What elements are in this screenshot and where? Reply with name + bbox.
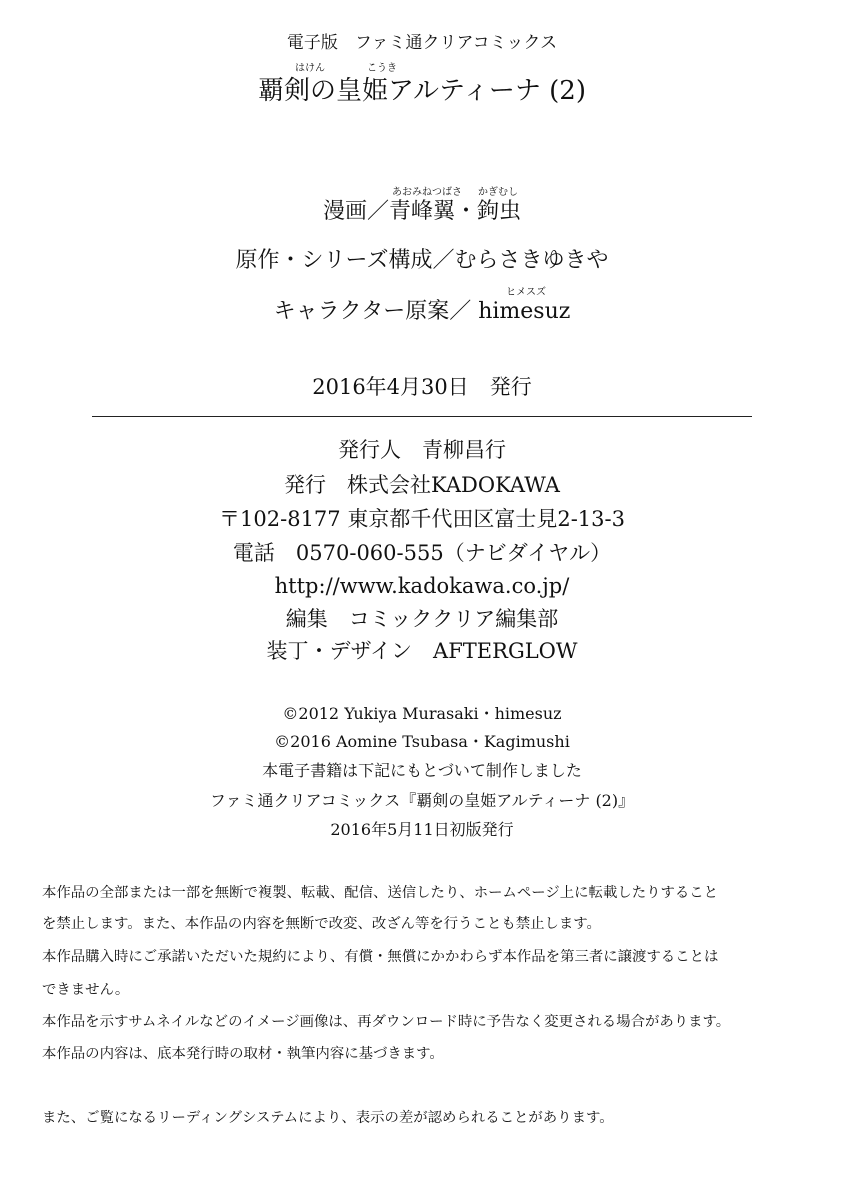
website-url: http://www.kadokawa.co.jp/ <box>274 574 570 598</box>
title-ruby-kouki: こうき <box>367 63 397 74</box>
notice-1-line-2: を禁止します。また、本作品の内容を無断で改変、改ざん等を行うことも禁止します。 <box>42 916 601 932</box>
phone: 電話 0570-060-555（ナビダイヤル） <box>232 541 612 565</box>
imprint-label: 電子版 ファミ通クリアコミックス <box>286 33 558 53</box>
copyright-line-2: ©2016 Aomine Tsubasa・Kagimushi <box>274 732 570 751</box>
design: 装丁・デザイン AFTERGLOW <box>266 639 578 663</box>
address: 〒102-8177 東京都千代田区富士見2-13-3 <box>219 507 625 531</box>
manga-ruby-aomine: あおみねつばさ <box>392 187 462 198</box>
manga-ruby-kagimushi: かぎむし <box>478 187 518 198</box>
notice-3: 本作品を示すサムネイルなどのイメージ画像は、再ダウンロード時に予告なく変更される場合があります。 <box>42 1014 731 1030</box>
title-ruby-haken: はけん <box>295 63 325 74</box>
notice-2-line-1: 本作品購入時にご承諾いただいた規約により、有償・無償にかかわらず本作品を第三者に譲渡することは <box>42 949 719 965</box>
publisher: 発行 株式会社KADOKAWA <box>284 473 560 497</box>
notice-1-line-1: 本作品の全部または一部を無断で複製、転載、配信、送信したり、ホームページ上に転載したりすること <box>42 885 719 901</box>
book-title: 覇剣の皇姫アルティーナ (2) <box>258 76 586 106</box>
divider-line <box>92 416 752 417</box>
notice-4: 本作品の内容は、底本発行時の取材・執筆内容に基づきます。 <box>42 1046 444 1062</box>
ebook-basis-note: 本電子書籍は下記にもとづいて制作しました <box>262 761 582 780</box>
copyright-line-1: ©2012 Yukiya Murasaki・himesuz <box>282 704 562 723</box>
publisher-person: 発行人 青柳昌行 <box>338 438 506 462</box>
credit-original: 原作・シリーズ構成／むらさきゆきや <box>235 248 609 273</box>
first-edition-date: 2016年5月11日初版発行 <box>330 820 514 839</box>
publish-date: 2016年4月30日 発行 <box>312 375 532 399</box>
notice-2-line-2: できません。 <box>42 982 130 998</box>
credit-manga: 漫画／青峰翼・鉤虫 <box>322 199 521 224</box>
notice-5: また、ご覧になるリーディングシステムにより、表示の差が認められることがあります。 <box>42 1110 614 1126</box>
credit-character: キャラクター原案／ himesuz <box>273 299 571 324</box>
character-ruby: ヒメスズ <box>506 287 546 298</box>
editor: 編集 コミッククリア編集部 <box>285 607 559 631</box>
source-edition-title: ファミ通クリアコミックス『覇剣の皇姫アルティーナ (2)』 <box>209 791 635 810</box>
